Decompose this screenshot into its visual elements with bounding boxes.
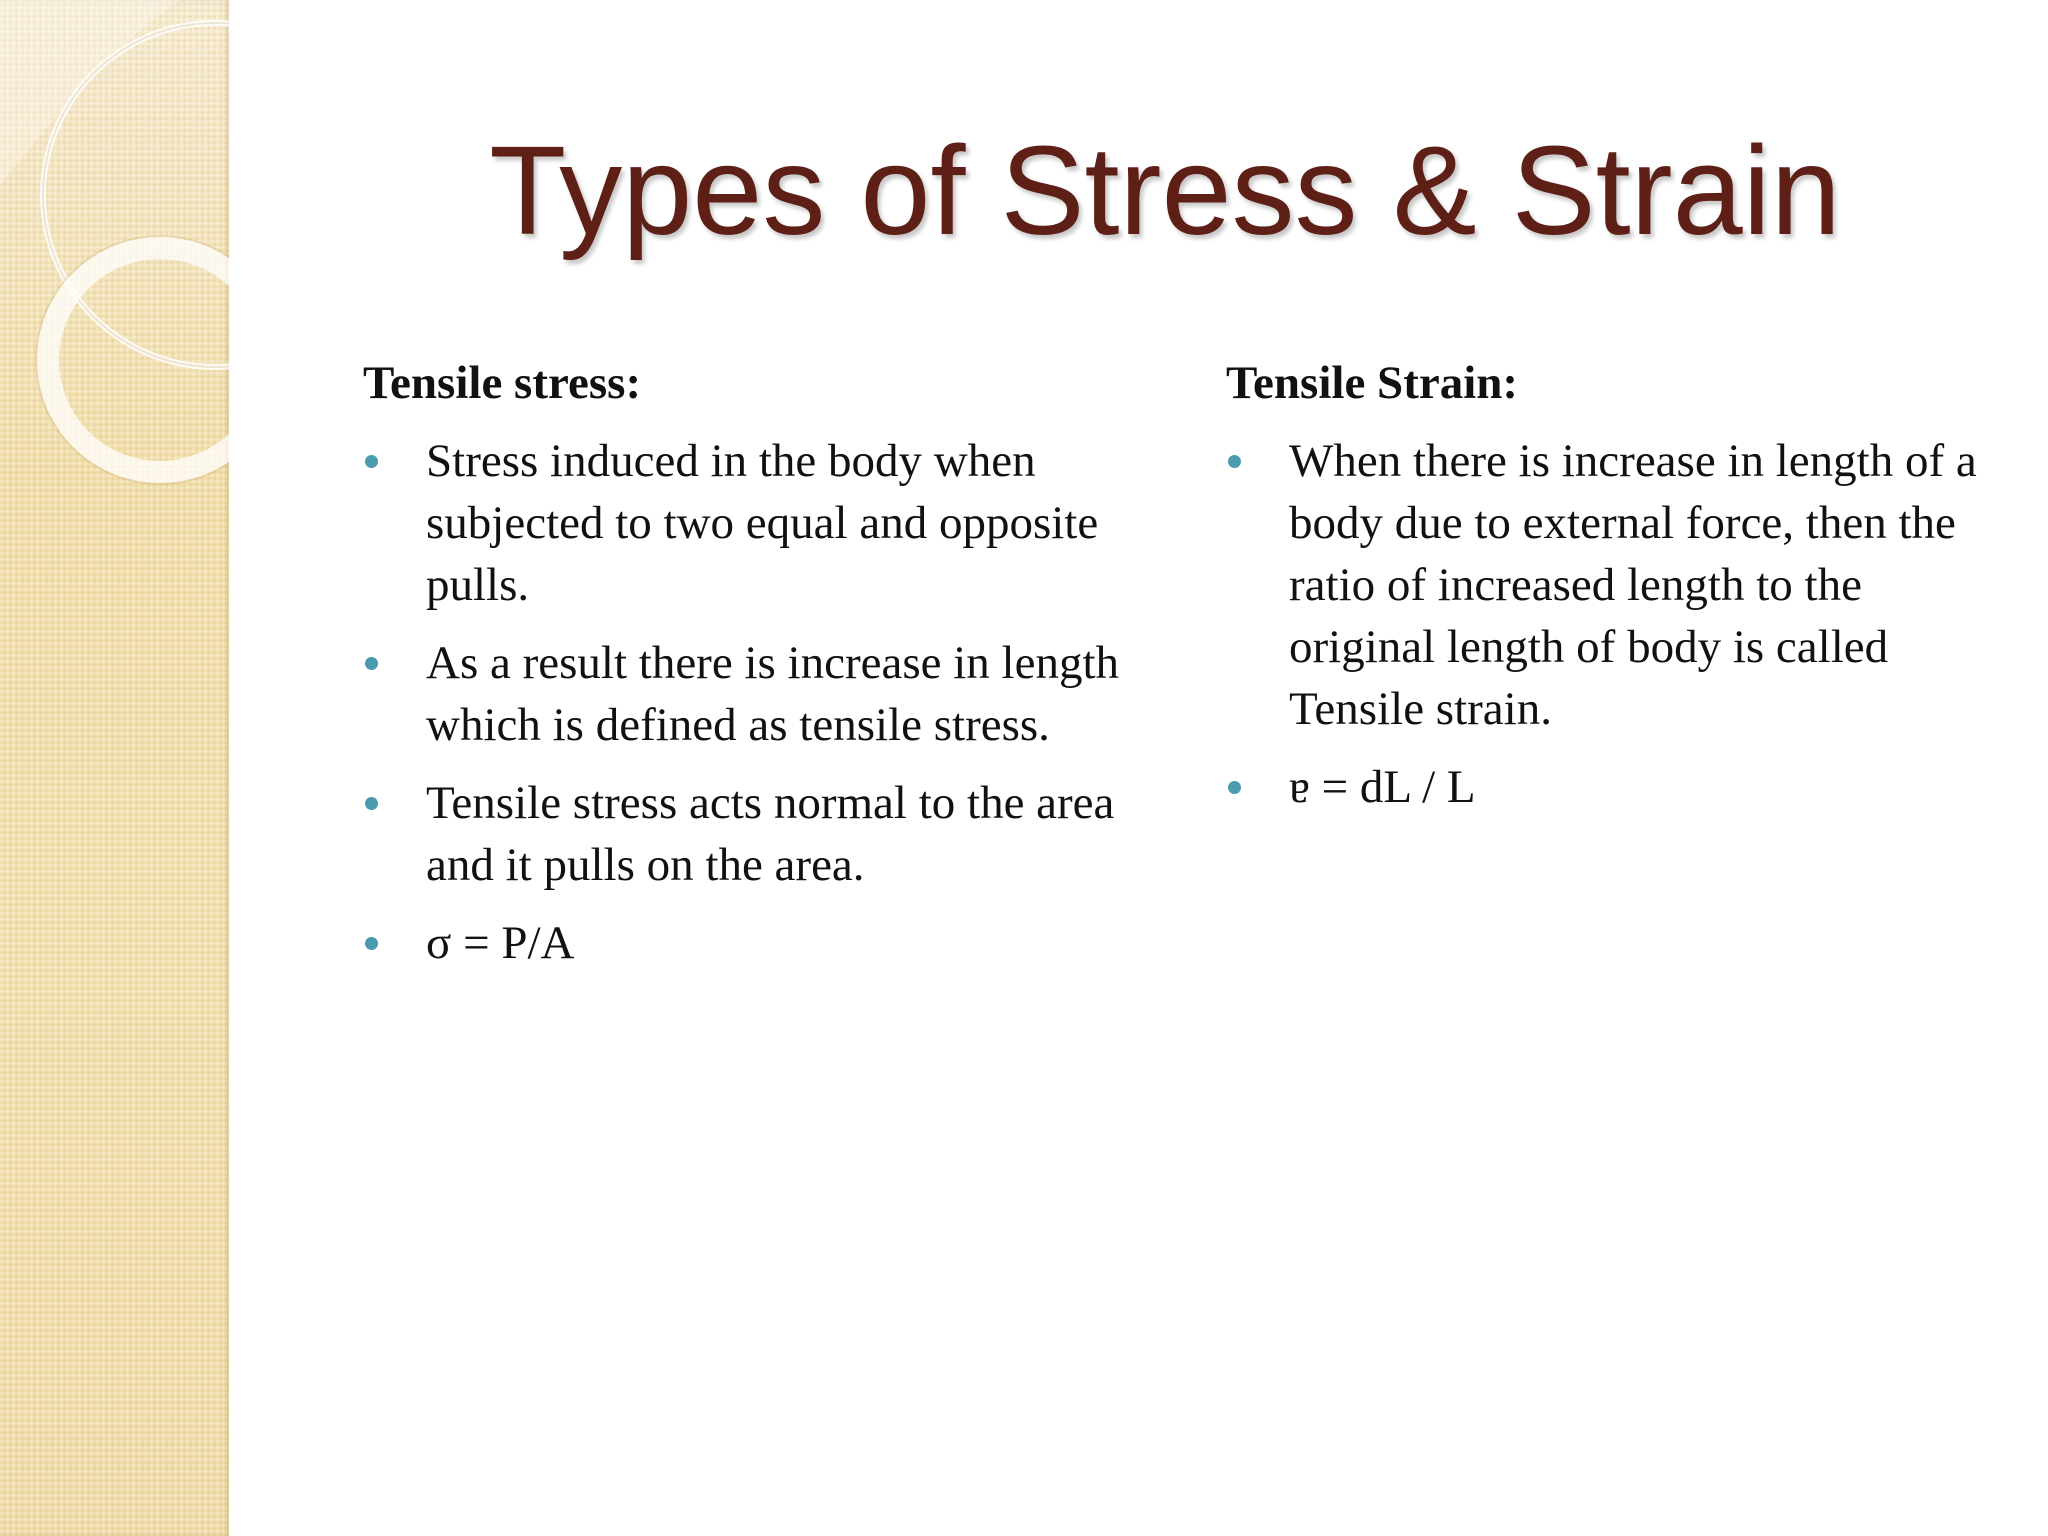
bullet-text: ɐ = dL / L	[1289, 761, 1476, 813]
bullet-dot-icon	[365, 657, 378, 670]
bullet-dot-icon	[1228, 455, 1241, 468]
bullet-dot-icon	[1228, 781, 1241, 794]
list-item	[363, 912, 1143, 974]
left-column-heading: Tensile stress:	[363, 357, 642, 409]
bullet-text: As a result there is increase in length which is defined as tensile stress.	[426, 637, 1120, 751]
left-column	[363, 352, 1143, 990]
bullet-text: When there is increase in length of a body due to external force, then the ratio of increased length to the original length of body is called Tensile strain.	[1289, 435, 1977, 735]
bullet-text: Tensile stress acts normal to the area and it pulls on the area.	[426, 777, 1115, 891]
bullet-dot-icon	[365, 937, 378, 950]
bullet-text: σ = P/A	[426, 917, 575, 969]
list-item	[1226, 756, 2006, 818]
bullet-text: Stress induced in the body when subjected to two equal and opposite pulls.	[426, 435, 1099, 611]
right-column-heading: Tensile Strain:	[1226, 357, 1519, 409]
bullet-dot-icon	[365, 797, 378, 810]
list-item	[1226, 430, 2006, 740]
list-item	[363, 772, 1143, 896]
right-bullet-list	[1226, 430, 2006, 818]
list-item	[363, 430, 1143, 616]
right-column	[1226, 352, 2006, 834]
left-bullet-list	[363, 430, 1143, 974]
bullet-dot-icon	[365, 455, 378, 468]
decorative-side-band	[0, 0, 229, 1536]
slide-title: Types of Stress & Strain	[489, 120, 1841, 261]
list-item	[363, 632, 1143, 756]
decorative-rings	[0, 0, 229, 520]
